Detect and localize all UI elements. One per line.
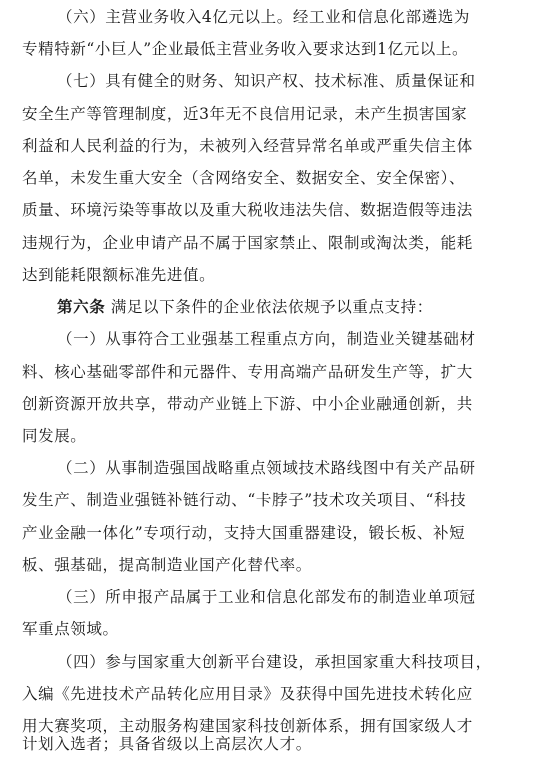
text-line: （六）主营业务收入4亿元以上。经工业和信息化部遴选为	[57, 8, 470, 26]
article-number: 第六条	[57, 297, 106, 317]
text-line: 料、核心基础零部件和元器件、专用高端产品研发生产等，扩大	[22, 362, 473, 381]
text-line: 名单，未发生重大安全（含网络安全、数据安全、安全保密）、	[22, 169, 466, 188]
text-line: 同发展。	[22, 426, 87, 445]
article-heading-line	[57, 295, 433, 317]
text-line: 入编《先进技术产品转化应用目录》及获得中国先进技术转化应	[22, 684, 473, 703]
text-line: 发生产、制造业强链补链行动、“卡脖子”技术攻关项目、“科技	[22, 491, 467, 510]
text-line: （七）具有健全的财务、知识产权、技术标准、质量保证和	[57, 72, 476, 91]
text-line: （一）从事符合工业强基工程重点方向，制造业关键基础材	[57, 330, 476, 349]
text-line: 达到能耗限额标准先进值。	[22, 265, 216, 284]
text-line: 创新资源开放共享，带动产业链上下游、中小企业融通创新，共	[22, 394, 473, 413]
text-line: 违规行为，企业申请产品不属于国家禁止、限制或淘汰类，能耗	[22, 233, 473, 252]
text-line: 用大赛奖项，主动服务构建国家科技创新体系，拥有国家级人才	[22, 717, 473, 735]
article-text: 满足以下条件的企业依法依规予以重点支持：	[105, 298, 433, 317]
text-line: 专精特新“小巨人”企业最低主营业务收入要求达到1亿元以上。	[22, 40, 469, 59]
text-line: 利益和人民利益的行为，未被列入经营异常名单或严重失信主体	[22, 136, 473, 155]
text-line: 安全生产等管理制度，近3年无不良信用记录，未产生损害国家	[22, 104, 468, 123]
text-line: （三）所申报产品属于工业和信息化部发布的制造业单项冠	[57, 588, 476, 607]
text-line: 板、强基础，提高制造业国产化替代率。	[22, 555, 312, 574]
text-line: （二）从事制造强国战略重点领域技术路线图中有关产品研	[57, 459, 476, 478]
text-line: 计划入选者；具备省级以上高层次人才。	[22, 735, 312, 753]
text-line: 产业金融一体化”专项行动，支持大国重器建设，锻长板、补短	[22, 523, 466, 542]
text-line: （四）参与国家重大创新平台建设，承担国家重大科技项目，	[57, 652, 492, 671]
text-line: 军重点领域。	[22, 620, 119, 639]
text-line: 质量、环境污染等事故以及重大税收违法失信、数据造假等违法	[22, 201, 473, 220]
